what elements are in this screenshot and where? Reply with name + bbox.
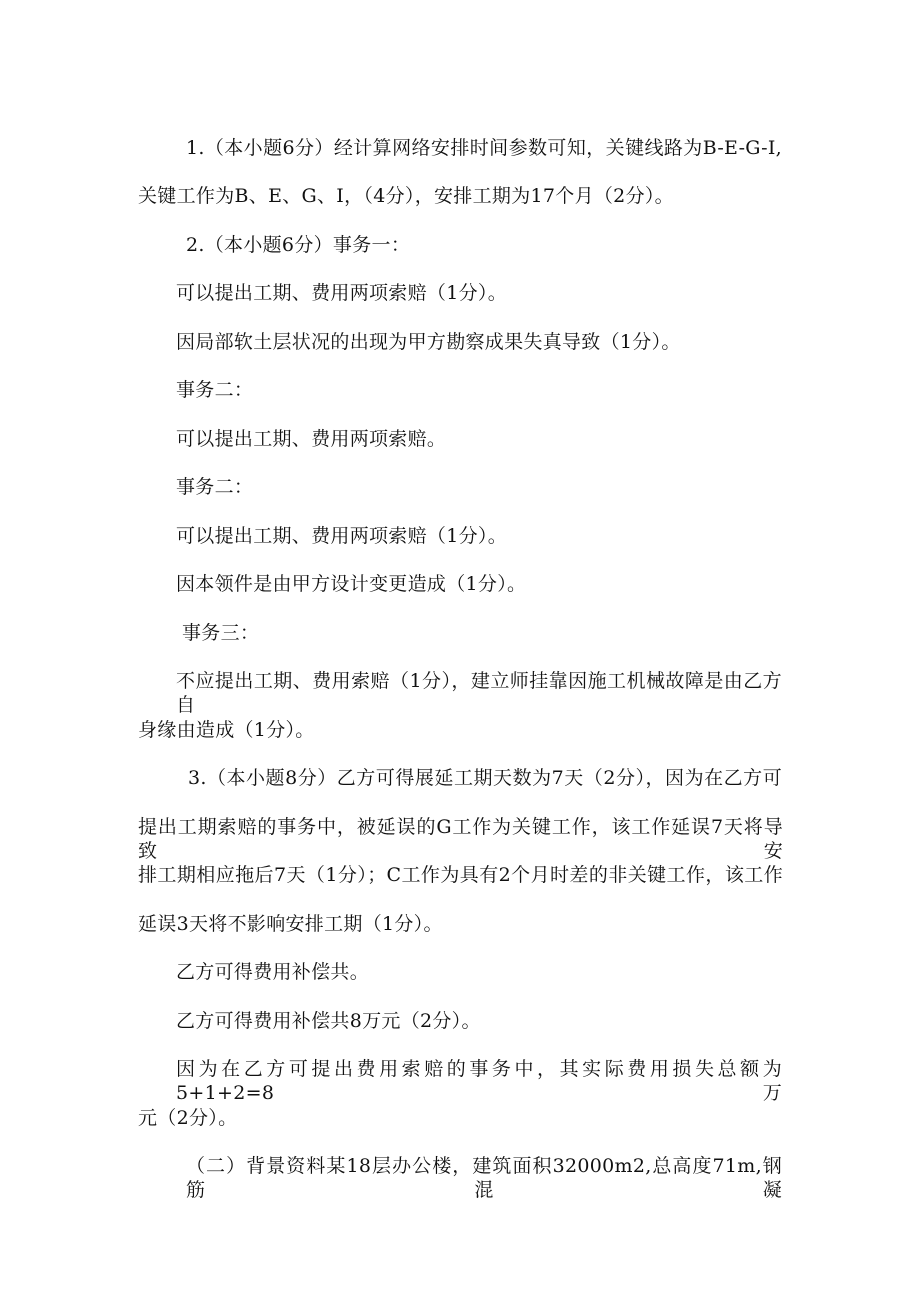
event-3-line-2: 身缘由造成（1分）。: [138, 719, 315, 741]
answer-3-line-3: 排工期相应拖后7天（1分）；C工作为具有2个月时差的非关键工作，该工作: [138, 864, 783, 886]
answer-3-line-1: 3.（本小题8分）乙方可得展延工期天数为7天（2分），因为在乙方可: [188, 767, 782, 789]
event-1-claim: 可以提出工期、费用两项索赔（1分）。: [176, 282, 507, 304]
answer-2-heading: 2.（本小题6分）事务一：: [186, 234, 411, 256]
event-2-heading-b: 事务二：: [176, 476, 254, 498]
event-1-reason: 因局部软土层状况的出现为甲方勘察成果失真导致（1分）。: [176, 331, 681, 353]
compensation-reason-line-1: 因为在乙方可提出费用索赔的事务中，其实际费用损失总额为5+1+2=8万: [176, 1058, 782, 1104]
compensation-reason-line-2: 元（2分）。: [138, 1107, 238, 1129]
event-3-heading: 事务三：: [182, 622, 260, 644]
answer-1-line-2: 关键工作为B、E、G、I，（4分），安排工期为17个月（2分）。: [138, 185, 674, 207]
compensation-line-b: 乙方可得费用补偿共8万元（2分）。: [176, 1010, 481, 1032]
event-3-line-1: 不应提出工期、费用索赔（1分），建立师挂靠因施工机械故障是由乙方自: [176, 670, 782, 716]
answer-1-line-1: 1.（本小题6分）经计算网络安排时间参数可知，关键线路为B-E-G-I,: [186, 137, 782, 159]
answer-3-line-4: 延误3天将不影响安排工期（1分）。: [138, 913, 443, 935]
answer-3-line-2: 提出工期索赔的事务中，被延误的G工作为关键工作，该工作延误7天将导致安: [138, 816, 783, 862]
section-2-background-line: （二）背景资料某18层办公楼，建筑面积32000m2,总高度71m,钢筋混凝: [186, 1155, 782, 1201]
event-2-claim-a: 可以提出工期、费用两项索赔。: [176, 428, 447, 450]
event-2-reason: 因本领件是由甲方设计变更造成（1分）。: [176, 573, 527, 595]
event-2-claim-b: 可以提出工期、费用两项索赔（1分）。: [176, 525, 507, 547]
compensation-line-a: 乙方可得费用补偿共。: [176, 961, 370, 983]
event-2-heading-a: 事务二：: [176, 379, 254, 401]
